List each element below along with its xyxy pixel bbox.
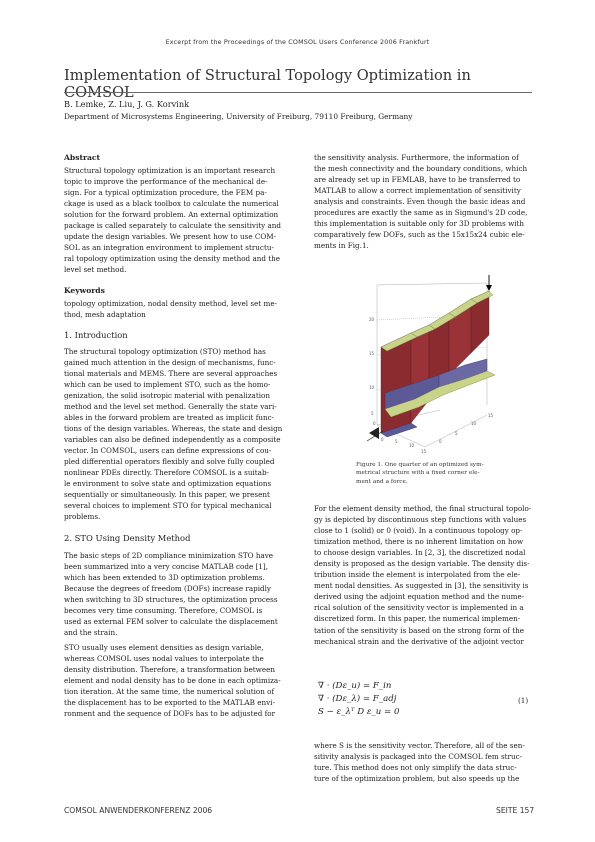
body-line: to choose design variables. In [2, 3], the discretized nodal: [314, 548, 526, 558]
intro-line: method and the level set method. Generally the state vari-: [64, 401, 277, 411]
y-tick: 0: [439, 439, 442, 444]
x-tick: 5: [395, 439, 398, 444]
intro-line: problems.: [64, 512, 101, 522]
footer-conference: COMSOL ANWENDERKONFERENZ 2006: [64, 806, 213, 815]
section-heading-introduction: 1. Introduction: [64, 329, 128, 340]
body-line: ment nodal densities. As suggested in [3], the sensitivity is: [314, 581, 529, 591]
title-rule: [64, 92, 532, 93]
body-line: the mesh connectivity and the boundary conditions, which: [314, 164, 528, 174]
paper-title: Implementation of Structural Topology Optimization in COMSOL: [64, 67, 471, 101]
abstract-line: sign. For a typical optimization procedure, the FEM pa-: [64, 188, 267, 198]
equation-line: S − ε_λᵀ D ε_u = 0: [318, 707, 400, 717]
y-tick: 10: [471, 421, 477, 426]
body-line: whereas COMSOL uses nodal values to interpolate the: [64, 653, 264, 663]
body-line: which has been extended to 3D optimization problems.: [64, 572, 265, 582]
affiliation: Department of Microsystems Engineering, University of Freiburg, 79110 Freiburg, Germany: [64, 112, 413, 121]
body-line: gy is depicted by discontinuous step functions with values: [314, 515, 527, 525]
equation-line: ∇ · (Dε_λ) = F_adj: [318, 694, 397, 704]
body-line: tation of the sensitivity is based on the strong form of the: [314, 625, 524, 635]
right-column-middle: [314, 503, 532, 647]
intro-line: gained much attention in the design of mechanisms, func-: [64, 357, 276, 367]
intro-line: vector. In COMSOL, users can define expressions of cou-: [64, 446, 272, 456]
body-line: procedures are exactly the same as in Sigmund's 2D code,: [314, 208, 528, 218]
caption-line: Figure 1. One quarter of an optimized sym-: [356, 462, 484, 468]
body-line: mechanical strain and the derivative of the adjoint vector: [314, 636, 524, 646]
intro-line: The structural topology optimization (STO) method has: [64, 346, 266, 356]
body-line: and the strain.: [64, 627, 118, 637]
right-column-top: [314, 152, 532, 251]
abstract-line: SOL as an integration environment to implement structu-: [64, 243, 274, 253]
keywords-heading: Keywords: [64, 285, 105, 295]
keywords-line: thod, mesh adaptation: [64, 309, 146, 319]
body-line: The basic steps of 2D compliance minimization STO have: [64, 550, 274, 560]
abstract-line: update the design variables. We present how to use COM-: [64, 232, 277, 242]
right-column-bottom: [314, 740, 532, 784]
author-list: B. Lemke, Z. Liu, J. G. Korvink: [64, 99, 190, 109]
body-line: this implementation is suitable only for 3D problems with: [314, 219, 525, 229]
intro-line: pled differential operators flexibly and solve fully coupled: [64, 457, 275, 467]
abstract-line: ral topology optimization using the density method and the: [64, 254, 281, 264]
body-line: analysis and constraints. Even though the basic ideas and: [314, 197, 526, 207]
body-line: density is proposed as the design variable. The density dis-: [314, 559, 530, 569]
keywords-body: [64, 298, 300, 320]
z-tick: 20: [369, 317, 375, 322]
y-tick: 5: [455, 431, 458, 436]
body-line: where S is the sensitivity vector. Therefore, all of the sen-: [314, 741, 525, 750]
abstract-body: [64, 165, 300, 275]
body-line: close to 1 (solid) or 0 (void). In a continuous topology op-: [314, 526, 523, 536]
body-line: ronment and the sequence of DOFs has to be adjusted for: [64, 709, 276, 719]
body-line: when switching to 3D structures, the optimization process: [64, 594, 278, 604]
body-line: comparatively few DOFs, such as the 15x15x24 cubic ele-: [314, 230, 525, 240]
body-line: the sensitivity analysis. Furthermore, the information of: [314, 153, 519, 162]
body-line: ments in Fig.1.: [314, 241, 369, 251]
intro-line: ables in the forward problem are treated as implicit func-: [64, 412, 275, 422]
body-line: sitivity analysis is packaged into the COMSOL fem struc-: [314, 752, 523, 762]
left-column: [64, 152, 300, 719]
body-line: MATLAB to allow a correct implementation of sensitivity: [314, 186, 521, 196]
body-line: For the element density method, the final structural topolo-: [314, 504, 532, 513]
body-line: STO usually uses element densities as design variable,: [64, 642, 264, 652]
abstract-line: level set method.: [64, 265, 127, 275]
section-heading-density-method: 2. STO Using Density Method: [64, 533, 191, 544]
equation-line: ∇ · (Dε_u) = F_in: [318, 681, 392, 691]
intro-line: tional materials and MEMS. There are several approaches: [64, 368, 278, 378]
y-tick: 15: [488, 413, 494, 418]
abstract-heading: Abstract: [64, 153, 101, 162]
intro-line: which can be used to implement STO, such as the homo-: [64, 379, 271, 389]
z-tick: 10: [369, 385, 375, 390]
caption-line: ment and a force.: [356, 478, 408, 485]
abstract-line: Structural topology optimization is an important research: [64, 166, 276, 176]
z-tick: 0: [373, 421, 376, 426]
keywords-line: topology optimization, nodal density method, level set me-: [64, 298, 278, 308]
body-line: ture. This method does not only simplify the data struc-: [314, 763, 517, 773]
intro-line: sequentially or simultaneously. In this paper, we present: [64, 490, 270, 500]
abstract-line: ckage is used as a black toolbox to calculate the numerical: [64, 199, 279, 209]
body-line: timization method, there is no inherent limitation on how: [314, 537, 524, 547]
optimized-structure: [381, 291, 495, 437]
body-line: the displacement has to be exported to the MATLAB envi-: [64, 698, 275, 708]
density-method-para-2: [64, 642, 300, 719]
equation-number: (1): [518, 696, 529, 705]
abstract-line: topic to improve the performance of the mechanical de-: [64, 177, 268, 187]
intro-line: genization, the solid isotropic material with penalization: [64, 390, 270, 400]
body-line: ture of the optimization problem, but also speeds up the: [314, 774, 520, 784]
abstract-line: solution for the forward problem. An external optimization: [64, 210, 279, 220]
footer-page-number: SEITE 157: [496, 806, 535, 815]
figure-caption: [356, 461, 496, 486]
body-line: tribution inside the element is interpolated from the ele-: [314, 570, 521, 580]
intro-line: several choices to implement STO for typical mechanical: [64, 501, 272, 511]
x-tick: 0: [381, 437, 384, 442]
body-line: Because the degrees of freedom (DOFs) increase rapidly: [64, 583, 271, 593]
body-line: are already set up in FEMLAB, have to be transferred to: [314, 175, 521, 185]
body-line: element and nodal density has to be done in each optimiza-: [64, 676, 281, 686]
intro-line: le environment to solve state and optimization equations: [64, 479, 272, 489]
body-line: discretized form. In this paper, the numerical implemen-: [314, 614, 521, 624]
intro-line: tions of the design variables. Whereas, the state and design: [64, 424, 283, 434]
caption-line: metrical structure with a fixed corner ele-: [356, 470, 480, 477]
body-line: tion iteration. At the same time, the numerical solution of: [64, 687, 275, 697]
abstract-line: package is called separately to calculate the sensitivity and: [64, 221, 282, 231]
body-line: becomes very time consuming. Therefore, COMSOL is: [64, 605, 263, 615]
density-method-para-1: [64, 550, 300, 638]
z-tick: 5: [371, 411, 374, 416]
x-tick: 10: [409, 443, 415, 448]
equation-block: [318, 680, 399, 719]
z-tick: 15: [369, 351, 375, 356]
body-line: rical solution of the sensitivity vector is implemented in a: [314, 603, 524, 613]
topology-figure: [355, 275, 505, 460]
intro-line: variables can also be defined independently as a composite: [64, 435, 281, 445]
body-line: been summarized into a very concise MATLAB code [1],: [64, 561, 268, 571]
body-line: derived using the adjoint equation method and the nume-: [314, 592, 525, 602]
introduction-body: [64, 346, 300, 523]
x-tick: 15: [421, 449, 427, 454]
intro-line: nonlinear PDEs directly. Therefore COMSOL is a suitab-: [64, 468, 269, 478]
page-header: Excerpt from the Proceedings of the COMSOL Users Conference 2006 Frankfurt: [165, 38, 430, 46]
body-line: density distribution. Therefore, a transformation between: [64, 664, 275, 674]
body-line: used as external FEM solver to calculate the displacement: [64, 616, 278, 626]
